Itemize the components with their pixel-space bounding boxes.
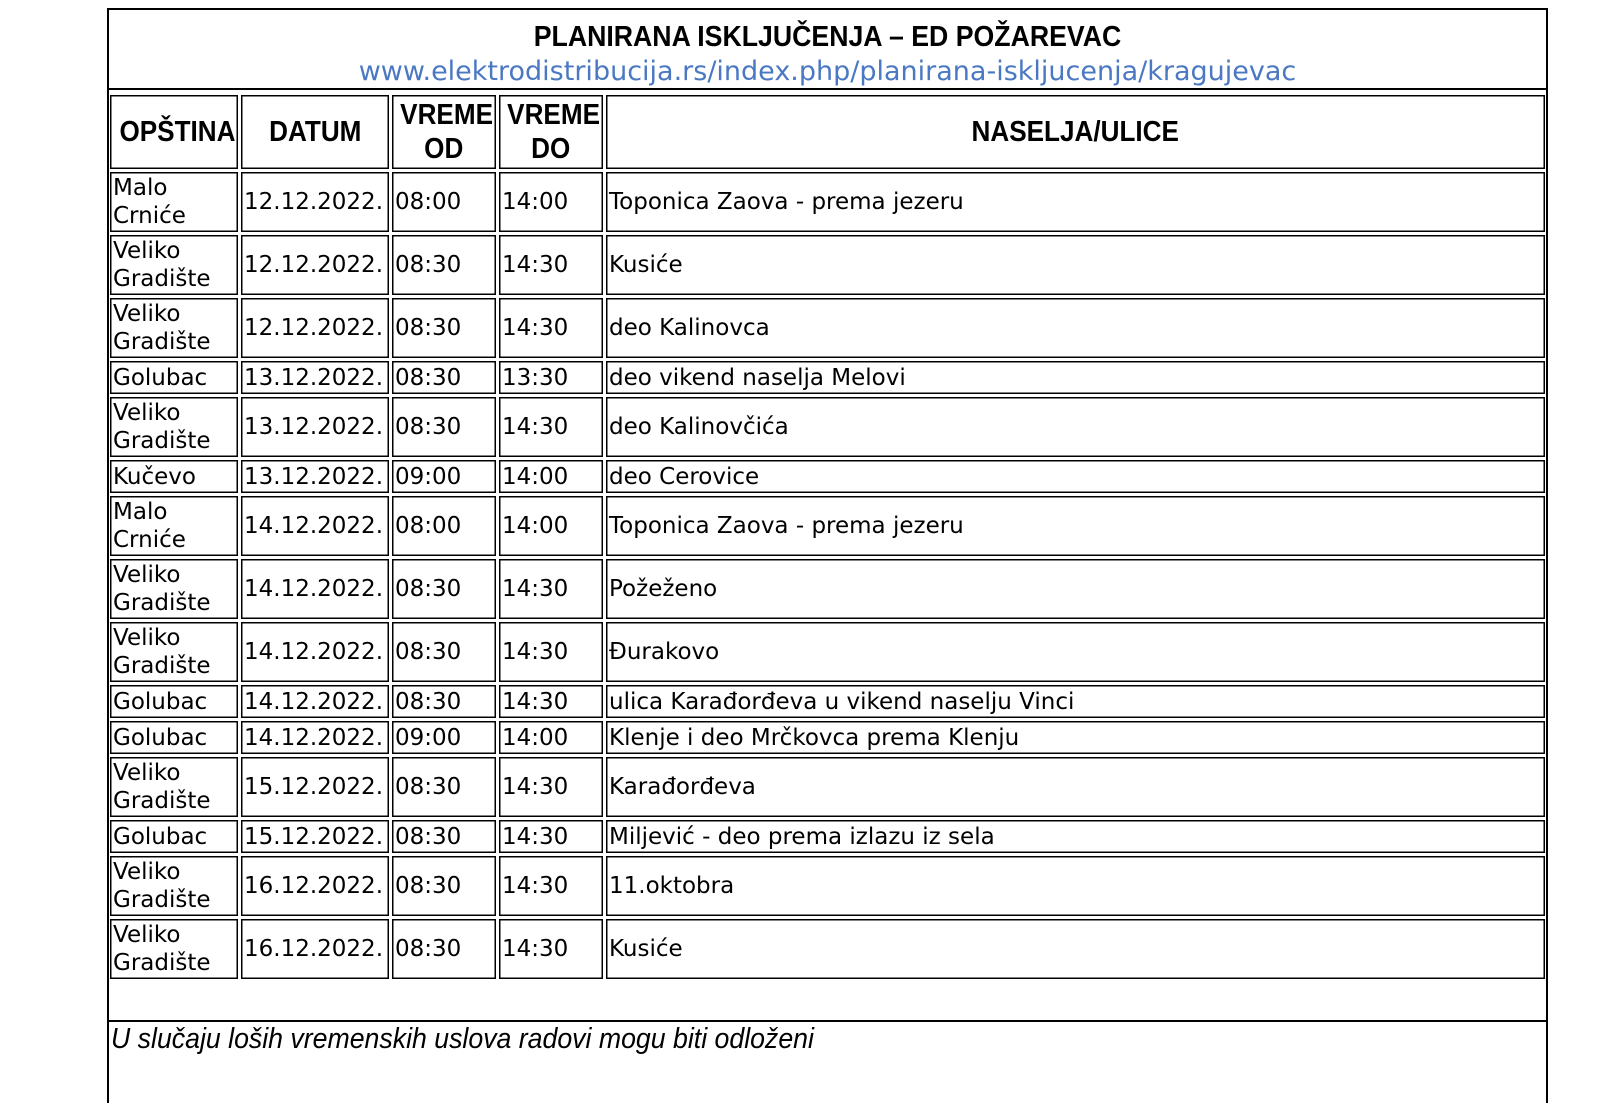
cell-opstina: Golubac bbox=[110, 361, 238, 394]
divider bbox=[107, 88, 1548, 90]
cell-do: 14:30 bbox=[499, 856, 603, 916]
col-naselja: NASELJA/ULICE bbox=[606, 95, 1545, 169]
cell-naselja: Klenje i deo Mrčkovca prema Klenju bbox=[606, 721, 1545, 754]
cell-datum: 13.12.2022. bbox=[241, 397, 389, 457]
cell-do: 13:30 bbox=[499, 361, 603, 394]
cell-naselja: Toponica Zaova - prema jezeru bbox=[606, 496, 1545, 556]
cell-datum: 14.12.2022. bbox=[241, 496, 389, 556]
cell-opstina: Malo Crniće bbox=[110, 172, 238, 232]
table-header-row bbox=[110, 95, 1545, 169]
cell-datum: 14.12.2022. bbox=[241, 559, 389, 619]
cell-datum: 14.12.2022. bbox=[241, 622, 389, 682]
source-url: www.elektrodistribucija.rs/index.php/planirana-iskljucenja/kragujevac bbox=[358, 56, 1297, 87]
cell-od: 08:30 bbox=[392, 856, 496, 916]
cell-od: 08:30 bbox=[392, 757, 496, 817]
cell-opstina: Veliko Gradište bbox=[110, 856, 238, 916]
cell-do: 14:00 bbox=[499, 460, 603, 493]
table-row bbox=[110, 460, 1545, 493]
cell-naselja: Kusiće bbox=[606, 235, 1545, 295]
cell-datum: 16.12.2022. bbox=[241, 919, 389, 979]
cell-naselja: Kusiće bbox=[606, 919, 1545, 979]
cell-datum: 14.12.2022. bbox=[241, 721, 389, 754]
cell-opstina: Veliko Gradište bbox=[110, 235, 238, 295]
table-row bbox=[110, 559, 1545, 619]
cell-od: 09:00 bbox=[392, 721, 496, 754]
cell-opstina: Malo Crniće bbox=[110, 496, 238, 556]
cell-do: 14:30 bbox=[499, 757, 603, 817]
cell-opstina: Golubac bbox=[110, 721, 238, 754]
table-row bbox=[110, 496, 1545, 556]
col-opstina: OPŠTINA bbox=[110, 95, 238, 169]
cell-datum: 15.12.2022. bbox=[241, 757, 389, 817]
cell-datum: 14.12.2022. bbox=[241, 685, 389, 718]
cell-do: 14:00 bbox=[499, 496, 603, 556]
cell-datum: 12.12.2022. bbox=[241, 172, 389, 232]
table-row bbox=[110, 919, 1545, 979]
table-row bbox=[110, 757, 1545, 817]
cell-od: 08:00 bbox=[392, 172, 496, 232]
cell-naselja: deo Cerovice bbox=[606, 460, 1545, 493]
cell-opstina: Veliko Gradište bbox=[110, 397, 238, 457]
table-row bbox=[110, 298, 1545, 358]
cell-do: 14:30 bbox=[499, 919, 603, 979]
cell-opstina: Golubac bbox=[110, 685, 238, 718]
cell-do: 14:00 bbox=[499, 721, 603, 754]
cell-do: 14:30 bbox=[499, 559, 603, 619]
outage-table bbox=[107, 92, 1548, 982]
cell-do: 14:30 bbox=[499, 298, 603, 358]
cell-naselja: 11.oktobra bbox=[606, 856, 1545, 916]
cell-naselja: Toponica Zaova - prema jezeru bbox=[606, 172, 1545, 232]
cell-datum: 13.12.2022. bbox=[241, 460, 389, 493]
cell-do: 14:30 bbox=[499, 235, 603, 295]
cell-opstina: Veliko Gradište bbox=[110, 919, 238, 979]
cell-od: 08:30 bbox=[392, 298, 496, 358]
cell-opstina: Veliko Gradište bbox=[110, 298, 238, 358]
col-datum: DATUM bbox=[241, 95, 389, 169]
cell-naselja: Požeženo bbox=[606, 559, 1545, 619]
table-row bbox=[110, 235, 1545, 295]
cell-datum: 12.12.2022. bbox=[241, 235, 389, 295]
cell-opstina: Veliko Gradište bbox=[110, 757, 238, 817]
cell-opstina: Veliko Gradište bbox=[110, 622, 238, 682]
cell-naselja: deo Kalinovčića bbox=[606, 397, 1545, 457]
cell-do: 14:30 bbox=[499, 622, 603, 682]
cell-datum: 12.12.2022. bbox=[241, 298, 389, 358]
cell-naselja: deo Kalinovca bbox=[606, 298, 1545, 358]
cell-od: 08:30 bbox=[392, 622, 496, 682]
cell-od: 08:30 bbox=[392, 397, 496, 457]
table-row bbox=[110, 361, 1545, 394]
cell-od: 08:30 bbox=[392, 685, 496, 718]
cell-do: 14:30 bbox=[499, 397, 603, 457]
cell-naselja: Đurakovo bbox=[606, 622, 1545, 682]
cell-od: 08:30 bbox=[392, 559, 496, 619]
cell-datum: 13.12.2022. bbox=[241, 361, 389, 394]
table-row bbox=[110, 397, 1545, 457]
cell-opstina: Golubac bbox=[110, 820, 238, 853]
cell-naselja: Karađorđeva bbox=[606, 757, 1545, 817]
cell-od: 08:00 bbox=[392, 496, 496, 556]
table-row bbox=[110, 685, 1545, 718]
footnote: U slučaju loših vremenskih uslova radovi mogu biti odloženi bbox=[111, 1023, 814, 1055]
cell-od: 08:30 bbox=[392, 820, 496, 853]
cell-datum: 16.12.2022. bbox=[241, 856, 389, 916]
table-row bbox=[110, 721, 1545, 754]
cell-do: 14:00 bbox=[499, 172, 603, 232]
cell-od: 08:30 bbox=[392, 361, 496, 394]
cell-opstina: Veliko Gradište bbox=[110, 559, 238, 619]
cell-opstina: Kučevo bbox=[110, 460, 238, 493]
col-vreme-do: VREME DO bbox=[499, 95, 603, 169]
page-title: PLANIRANA ISKLJUČENJA – ED POŽAREVAC bbox=[533, 21, 1122, 53]
table-row bbox=[110, 622, 1545, 682]
cell-od: 08:30 bbox=[392, 235, 496, 295]
header bbox=[107, 8, 1548, 90]
table-row bbox=[110, 820, 1545, 853]
table-row bbox=[110, 172, 1545, 232]
table-row bbox=[110, 856, 1545, 916]
cell-do: 14:30 bbox=[499, 820, 603, 853]
cell-od: 09:00 bbox=[392, 460, 496, 493]
cell-od: 08:30 bbox=[392, 919, 496, 979]
col-vreme-od: VREME OD bbox=[392, 95, 496, 169]
cell-do: 14:30 bbox=[499, 685, 603, 718]
cell-naselja: Miljević - deo prema izlazu iz sela bbox=[606, 820, 1545, 853]
cell-datum: 15.12.2022. bbox=[241, 820, 389, 853]
cell-naselja: deo vikend naselja Melovi bbox=[606, 361, 1545, 394]
cell-naselja: ulica Karađorđeva u vikend naselju Vinci bbox=[606, 685, 1545, 718]
